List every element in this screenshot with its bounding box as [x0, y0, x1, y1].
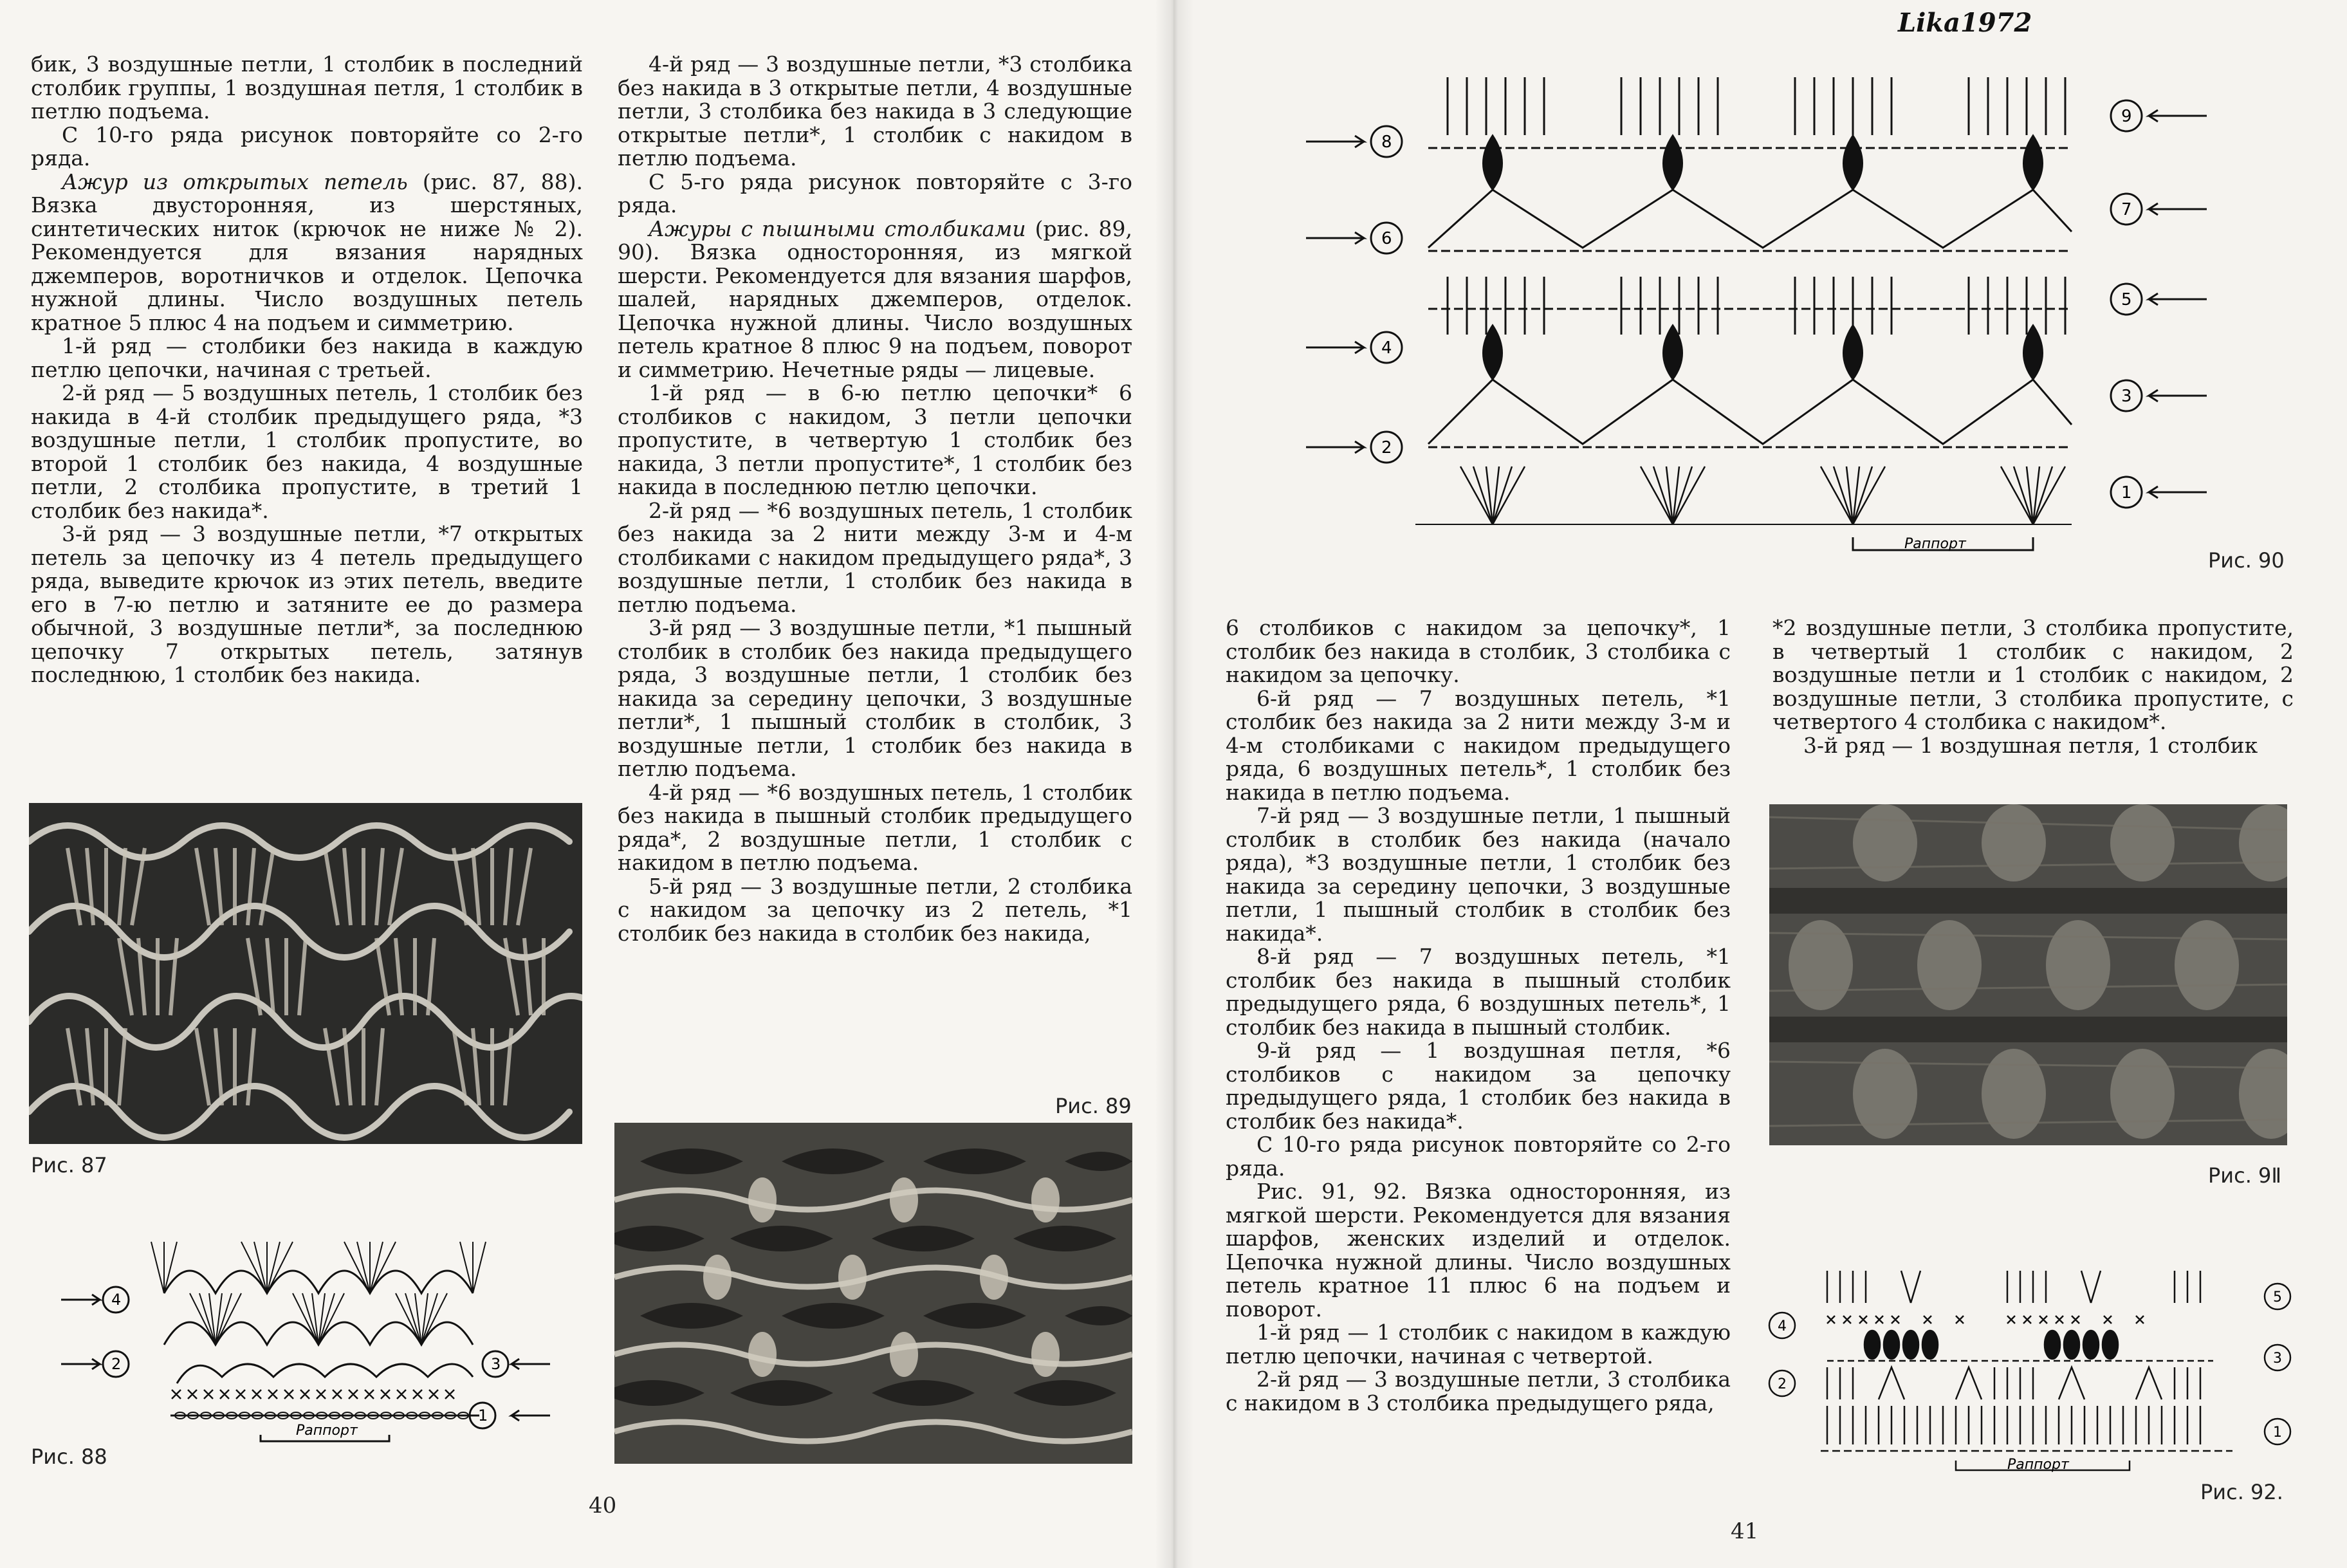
row-number: 9: [2121, 107, 2132, 126]
page-number-left: 40: [589, 1493, 617, 1518]
row-number: 1: [478, 1407, 488, 1425]
row-number: 2: [111, 1355, 122, 1373]
rapport-label: Раппорт: [296, 1423, 358, 1439]
paragraph: [618, 217, 1132, 382]
rapport-label: Раппорт: [1904, 536, 1966, 552]
section-heading: Ажуры с пышными столбиками: [649, 216, 1026, 241]
paragraph: 6 столбиков с накидом за цепочку*, 1 столбик без накида в столбик, 3 столбика с накидом за цепочку.: [1226, 615, 1731, 687]
right-column-1: [1226, 616, 1731, 1415]
paragraph: 1-й ряд — 1 столбик с накидом в каждую петлю цепочки, начиная с четвертой.: [1226, 1320, 1731, 1369]
row-number: 4: [111, 1291, 122, 1309]
left-column-2: [618, 53, 1132, 945]
row-number: 3: [491, 1355, 501, 1373]
paragraph: С 10-го ряда рисунок повторяйте со 2-го ряда.: [31, 122, 583, 171]
row-number: 5: [2121, 290, 2132, 309]
diagram-fig-90: [1300, 64, 2213, 566]
photo-fig-91: [1769, 804, 2287, 1145]
photo-fig-89: [614, 1123, 1132, 1464]
book-spine: [1155, 0, 1193, 1568]
row-number: 8: [1381, 133, 1392, 152]
paragraph: [31, 171, 583, 335]
rapport-label: Раппорт: [2007, 1457, 2069, 1473]
paragraph: С 10-го ряда рисунок повторяйте со 2-го ряда.: [1226, 1132, 1731, 1181]
paragraph: 2-й ряд — *6 воздушных петель, 1 столбик без накида за 2 нити между 3-м и 4-м столбиками с накидом предыдущего ряда*, 3 воздушные петли, 1 столбик без накида в петлю подъема.: [618, 497, 1132, 617]
page-number-right: 41: [1731, 1518, 1759, 1544]
paragraph: 3-й ряд — 3 воздушные петли, *7 открытых петель за цепочку из 4 петель предыдущего ряда, выведите крючок из этих петель, введите его в 7-ю петлю и затяните ее до размера обычной, 3 воздушные петли*, за последнюю цепочку 7 открытых петель, затянув последнюю, 1 столбик без накида.: [31, 521, 583, 687]
row-number: 5: [2273, 1289, 2282, 1305]
caption-fig-89: Рис. 89: [1055, 1094, 1132, 1118]
paragraph: 1-й ряд — в 6-ю петлю цепочки* 6 столбиков с накидом, 3 петли цепочки пропустите, в четвертую 1 столбик без накида, 3 петли пропустите*, 1 столбик без накида в последнюю петлю цепочки.: [618, 380, 1132, 499]
paragraph: 1-й ряд — столбики без накида в каждую петлю цепочки, начиная с третьей.: [31, 333, 583, 382]
paragraph: 6-й ряд — 7 воздушных петель, *1 столбик без накида за 2 нити между 3-м и 4-м столбиками с накидом предыдущего ряда, 6 воздушных петель*, 1 столбик без накида в петлю подъема.: [1226, 685, 1731, 805]
paragraph: С 5-го ряда рисунок повторяйте с 3-го ряда.: [618, 169, 1132, 217]
row-number: 2: [1381, 438, 1392, 457]
paragraph-text: (рис. 87, 88). Вязка двусторонняя, из шерстяных, синтетических ниток (крючок не ниже № 2). Рекомендуется для вязания нарядных джемперов, воротничков и отделок. Цепочка нужной длины. Число воздушных петель кратное 5 плюс 4 на подъем и симметрию.: [31, 169, 583, 335]
photo-fig-87: [29, 803, 582, 1144]
paragraph: 2-й ряд — 3 воздушные петли, 3 столбика с накидом в 3 столбика предыдущего ряда,: [1226, 1367, 1731, 1416]
caption-fig-87: Рис. 87: [31, 1153, 107, 1177]
paragraph: 2-й ряд — 5 воздушных петель, 1 столбик без накида в 4-й столбик предыдущего ряда, *3 воздушные петли, 1 столбик пропустите, во второй 1 столбик без накида, 4 воздушные петли, 2 столбика пропустите, в третий 1 столбик без накида*.: [31, 380, 583, 523]
caption-fig-92: Рис. 92.: [2200, 1480, 2283, 1504]
paragraph: 7-й ряд — 3 воздушные петли, 1 пышный столбик в столбик без накида (начало ряда), *3 воздушные петли, 1 столбик без накида за середину цепочки, 3 воздушные петли, 1 пышный столбик в столбик без накида*.: [1226, 803, 1731, 946]
caption-fig-90: Рис. 90: [2208, 548, 2285, 573]
caption-fig-91: Рис. 9Ⅱ: [2208, 1163, 2282, 1188]
watermark: Lika1972: [1898, 8, 2032, 38]
row-number: 1: [2121, 483, 2132, 503]
section-heading: Ажур из открытых петель: [62, 169, 408, 194]
paragraph: 4-й ряд — *6 воздушных петель, 1 столбик без накида в пышный столбик предыдущего ряда*, 2 воздушные петли, 1 столбик с накидом в петлю подъема.: [618, 779, 1132, 875]
caption-fig-88: Рис. 88: [31, 1444, 107, 1469]
row-number: 3: [2273, 1351, 2282, 1367]
row-number: 3: [2121, 387, 2132, 406]
paragraph: Рис. 91, 92. Вязка односторонняя, из мягкой шерсти. Рекомендуется для вязания шарфов, женских изделий и отделок. Цепочка нужной длины. Число воздушных петель кратное 11 плюс 6 на подъем и поворот.: [1226, 1179, 1731, 1322]
diagram-fig-88: [61, 1222, 550, 1448]
paragraph: 8-й ряд — 7 воздушных петель, *1 столбик без накида в пышный столбик предыдущего ряда, 6 воздушных петель*, 1 столбик без накида в пышный столбик.: [1226, 944, 1731, 1040]
row-number: 6: [1381, 229, 1392, 248]
paragraph: *2 воздушные петли, 3 столбика пропустите, в четвертый 1 столбик с накидом, 2 воздушные петли и 1 столбик с накидом, 2 воздушные петли, 3 столбика пропустите, с четвертого 4 столбика с накидом*.: [1772, 615, 2294, 734]
left-column-1: [31, 53, 583, 687]
paragraph: бик, 3 воздушные петли, 1 столбик в последний столбик группы, 1 воздушная петля, 1 столбик в петлю подъема.: [31, 51, 583, 124]
paragraph: 3-й ряд — 3 воздушные петли, *1 пышный столбик в столбик без накида предыдущего ряда, 3 воздушные петли, 1 столбик без накида за середину цепочки, 3 воздушные петли*, 1 пышный столбик в столбик, 3 воздушные петли, 1 столбик без накида в петлю подъема.: [618, 615, 1132, 781]
chain-row: [170, 1412, 479, 1419]
right-column-2: [1772, 616, 2294, 757]
row-number: 4: [1778, 1318, 1787, 1334]
paragraph: 5-й ряд — 3 воздушные петли, 2 столбика с накидом за цепочку из 2 петель, *1 столбик без накида в столбик без накида,: [618, 873, 1132, 946]
diagram-fig-92: [1763, 1239, 2303, 1496]
paragraph: 9-й ряд — 1 воздушная петля, *6 столбиков с накидом за цепочку предыдущего ряда, 1 столбик без накида в столбик без накида*.: [1226, 1038, 1731, 1134]
row-number: 1: [2273, 1425, 2282, 1441]
row-number: 4: [1381, 338, 1392, 358]
row-number: 2: [1778, 1376, 1787, 1392]
paragraph-text: (рис. 89, 90). Вязка односторонняя, из мягкой шерсти. Рекомендуется для вязания шарфов, шалей, нарядных джемперов, отделок. Цепочка нужной длины. Число воздушных петель кратное 8 плюс 9 на подъем, поворот и симметрию. Нечетные ряды — лицевые.: [618, 216, 1132, 382]
paragraph: 4-й ряд — 3 воздушные петли, *3 столбика без накида в 3 открытые петли, 4 воздушные петли, 3 столбика без накида в 3 следующие открытые петли*, 1 столбик с накидом в петлю подъема.: [618, 51, 1132, 171]
paragraph: 3-й ряд — 1 воздушная петля, 1 столбик: [1803, 732, 2258, 758]
row-number: 7: [2121, 200, 2132, 219]
